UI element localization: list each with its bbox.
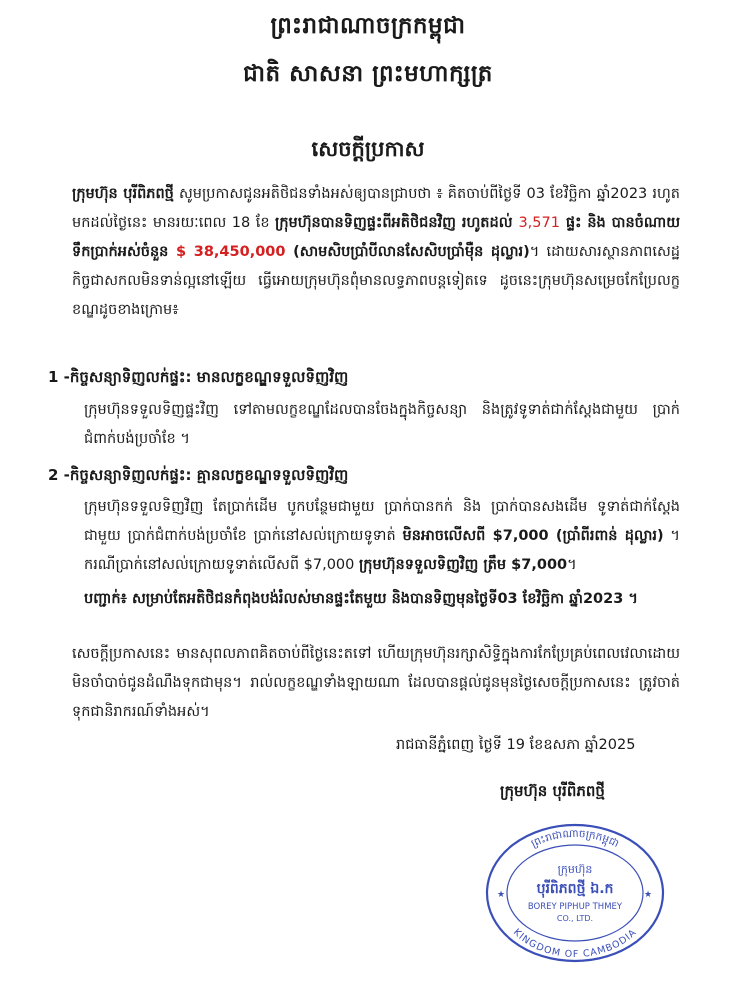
company-stamp <box>480 815 670 965</box>
intro-text-1: សូមប្រកាសជូនអតិថិជនទាំងអស់ឲ្យបានជ្រាបថា ៖ គិតចាប់ពីថ្ងៃទី 03 ខែវិច្ឆិកា ឆ្នាំ2023 រហូតមកដល់ថ្ងៃនេះ មានរយៈពេល 18 ខែ <box>72 186 680 231</box>
document-title: សេចក្តីប្រកាស <box>311 137 425 161</box>
house-count: 3,571 <box>518 215 560 231</box>
total-amount: $ 38,450,000 <box>176 244 286 260</box>
stamp-line-1: ក្រុមហ៊ុន <box>557 863 593 876</box>
section-2-text-2: ។ ករណីប្រាក់នៅសល់ក្រោយទូទាត់លើសពី $7,000 <box>84 528 680 573</box>
motto-heading: ជាតិ សាសនា ព្រះមហាក្សត្រ <box>243 61 493 87</box>
section-2-bold-1: មិនអាចលើសពី $7,000 (ប្រាំពីរពាន់ ដុល្លារ) <box>402 528 664 544</box>
company-name: ក្រុមហ៊ុន បុរីពិភពថ្មី <box>72 186 174 202</box>
stamp-line-4: CO., LTD. <box>556 914 594 923</box>
intro-bold-1: ក្រុមហ៊ុនបានទិញផ្ទះពីអតិថិជនវិញ រហូតដល់ <box>275 215 519 231</box>
intro-bold-3: (សាមសិបប្រាំបីលានសែសិបប្រាំម៉ឺន ដុល្លារ) <box>285 244 530 260</box>
signer-name: ក្រុមហ៊ុន បុរីពិភពថ្មី <box>500 782 605 800</box>
stamp-bottom-arc: KINGDOM OF CAMBODIA <box>510 926 640 961</box>
intro-text-2: ។ ដោយសារស្ថានភាពសេដ្ឋកិច្ចជាសកលមិនទាន់ល្អនៅឡើយ ធ្វើអោយក្រុមហ៊ុនពុំមានលទ្ធភាពបន្តទៀតទេ ដូចនេះក្រុមហ៊ុនសម្រេចកែប្រែលក្ខខណ្ឌដូចខាងក្រោម៖ <box>72 244 680 318</box>
section-2-text-1: ក្រុមហ៊ុនទទួលទិញវិញ តែប្រាក់ដើម បូកបន្ថែមជាមួយ ប្រាក់បានកក់ និង ប្រាក់បានសងដើម ទូទាត់ជាក់ស្តែងជាមួយ ប្រាក់ជំពាក់បង់ប្រចាំខែ ប្រាក់នៅសល់ក្រោយទូទាត់ <box>84 499 680 544</box>
note-line: បញ្ជាក់៖ សម្រាប់តែអតិថិជនកំពុងបង់រំលស់មានផ្ទះតែមួយ និងបានទិញមុនថ្ងៃទី03 ខែវិច្ឆិកា ឆ្នាំ2023 ។ <box>84 591 638 607</box>
section-2-body <box>84 493 680 580</box>
intro-bold-2: ផ្ទះ និង បានចំណាយទឹកប្រាក់អស់ចំនួន <box>72 215 680 260</box>
stamp-top-arc: ព្រះរាជាណាចក្រកម្ពុជា <box>529 827 621 851</box>
intro-paragraph <box>72 180 680 325</box>
section-2-bold-2: ក្រុមហ៊ុនទទួលទិញវិញ ត្រឹម $7,000 <box>358 557 568 573</box>
stamp-star-right-icon: ★ <box>644 890 653 900</box>
closing-paragraph: សេចក្តីប្រកាសនេះ មានសុពលភាពគិតចាប់ពីថ្ងៃនេះតទៅ ហើយក្រុមហ៊ុនរក្សាសិទ្ធិក្នុងការកែប្រែគ្រប់ពេលវេលាដោយមិនចាំបាច់ជូនដំណឹងទុកជាមុន។ រាល់លក្ខខណ្ឌទាំងឡាយណា ដែលបានផ្តល់ជូនមុនថ្ងៃសេចក្តីប្រកាសនេះ ត្រូវចាត់ទុកជានិរាករណ៍ទាំងអស់។ <box>72 646 680 720</box>
stamp-line-3: BOREY PIPHUP THMEY <box>527 902 623 912</box>
section-2-title: 2 -កិច្ចសន្យាទិញលក់ផ្ទះ: គ្មានលក្ខខណ្ឌទទួលទិញវិញ <box>48 466 349 484</box>
section-1-title: 1 -កិច្ចសន្យាទិញលក់ផ្ទះ: មានលក្ខខណ្ឌទទួលទិញវិញ <box>48 368 349 386</box>
section-1-body: ក្រុមហ៊ុនទទួលទិញផ្ទះវិញ ទៅតាមលក្ខខណ្ឌដែលបានចែងក្នុងកិច្ចសន្យា និងត្រូវទូទាត់ជាក់ស្តែងជាមួយ ប្រាក់ជំពាក់បង់ប្រចាំខែ ។ <box>84 402 680 447</box>
stamp-star-left-icon: ★ <box>497 890 506 900</box>
kingdom-heading: ព្រះរាជាណាចក្រកម្ពុជា <box>270 13 466 39</box>
section-2-text-3: ។ <box>567 557 577 573</box>
stamp-line-2: បុរីពិភពថ្មី ឯ.ក <box>536 881 614 897</box>
dateline: រាជធានីភ្នំពេញ ថ្ងៃទី 19 ខែឧសភា ឆ្នាំ2025 <box>396 737 636 753</box>
